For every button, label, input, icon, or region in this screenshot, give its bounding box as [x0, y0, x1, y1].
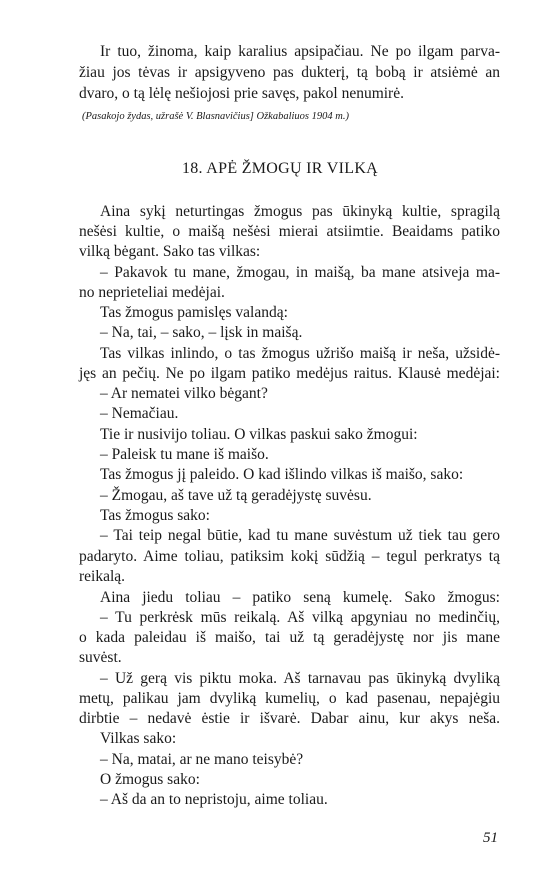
story-line: Tie ir nusivijo toliau. O vilkas paskui sako žmogui: [100, 426, 418, 443]
story-line: – Na, tai, – sako, – lįsk in maišą. [100, 324, 303, 341]
story-line: – Nemačiau. [100, 405, 179, 422]
story-line: – Ar nematei vilko bėgant? [100, 385, 268, 402]
intro-line: dvaro, o tą lėlę nešiojosi prie savęs, pakol nenumirė. [79, 85, 404, 102]
story-title: 18. APĖ ŽMOGŲ IR VILKĄ [181, 160, 379, 177]
story-line: jęs an pečių. Ne po ilgam patiko medėjus raitus. Klausė medėjai: [79, 365, 500, 382]
story-line: reikalą. [79, 568, 126, 585]
story-line: dirbtie – nedavė ėstie ir išvarė. Dabar ainu, kur akys neša. [79, 710, 500, 727]
page-number: 51 [483, 830, 498, 846]
story-line: Tas žmogus pamislęs valandą: [100, 304, 288, 321]
story-line: Tas žmogus sako: [100, 507, 210, 524]
story-line: – Tu perkrėsk mūs reikalą. Aš vilką apgyniau no medinčių, [100, 609, 500, 626]
story-line: Vilkas sako: [100, 730, 177, 747]
story-line: – Paleisk tu mane iš maišo. [100, 446, 269, 463]
story-line: Aina sykį neturtingas žmogus pas ūkinyką kultie, spragilą [100, 203, 500, 220]
story-line: – Aš da an to nepristoju, aime toliau. [100, 791, 328, 808]
story-line: – Na, matai, ar ne mano teisybė? [100, 751, 304, 768]
story-line: – Tai teip negal būtie, kad tu mane suvėstum už tiek tau gero [100, 527, 500, 544]
source-note: (Pasakojo žydas, užrašė V. Blasnavičius] Ožkabaliuos 1904 m.) [82, 111, 349, 122]
intro-line: Ir tuo, žinoma, kaip karalius apsipačiau. Ne po ilgam parva- [100, 43, 500, 60]
story-line: suvėst. [79, 649, 122, 666]
story-line: o kada paleidau iš maišo, tai už tą geradėjystę nor jis mane [79, 629, 500, 646]
story-line: Tas žmogus jį paleido. O kad išlindo vilkas iš maišo, sako: [100, 466, 464, 483]
story-line: – Žmogau, aš tave už tą geradėjystę suvėsu. [100, 487, 372, 504]
story-line: Tas vilkas inlindo, o tas žmogus užrišo maišą ir neša, užsidė- [100, 345, 500, 362]
story-line: O žmogus sako: [100, 771, 200, 788]
story-line: Aina jiedu toliau – patiko seną kumelę. Sako žmogus: [100, 589, 500, 606]
story-line: padaryto. Aime toliau, patiksim kokį sūdžią – tegul perkratys tą [79, 548, 500, 565]
story-line: – Už gerą vis piktu moka. Aš tarnavau pas ūkinyką dvyliką [100, 670, 500, 687]
story-line: no neprieteliai medėjai. [79, 284, 225, 301]
story-line: nešėsi kultie, o maišą nešėsi mierai atsiimtie. Beaidams patiko [79, 223, 500, 240]
intro-line: žiau jos tėvas ir apsigyveno pas dukterį, tą bobą ir atsiėmė an [79, 64, 500, 81]
story-line: – Pakavok tu mane, žmogau, in maišą, ba mane atsiveja ma- [100, 264, 500, 281]
story-line: vilką bėgant. Sako tas vilkas: [79, 243, 261, 260]
story-line: metų, palikau jam dvyliką kumelių, o kad pasenau, nepajėgiu [79, 690, 500, 707]
